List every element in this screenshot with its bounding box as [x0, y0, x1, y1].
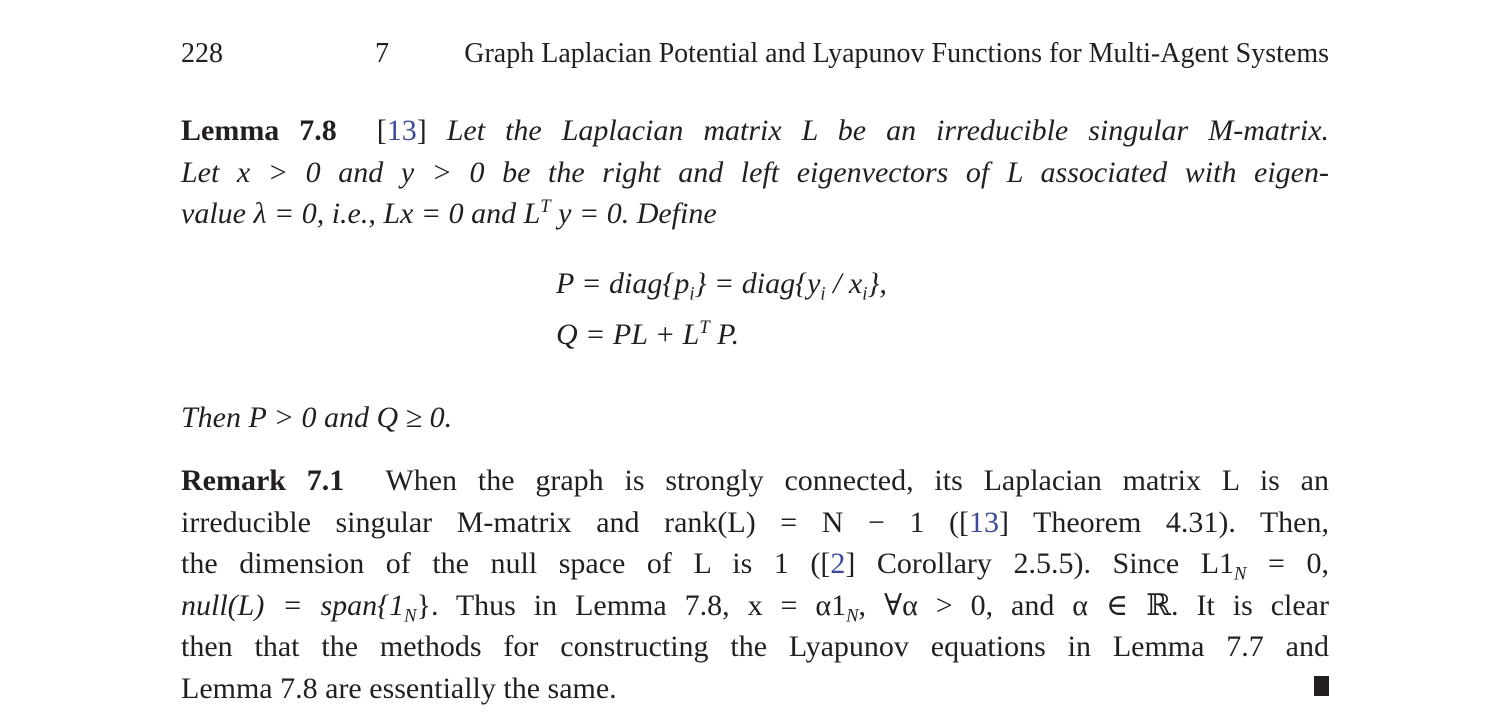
- equation-p: $P = diag\{p_i\}$ = $diag\{y_i / x_i\}$,: [556, 267, 887, 305]
- remark-line-6: Lemma 7.8 are essentially the same.: [181, 672, 617, 705]
- remark-line-2: irreducible singular M-matrix and rank(L) = N − 1 ([13] Theorem 4.31). Then,: [181, 506, 1329, 539]
- lemma-line-2: Let x > 0 and y > 0 be the right and left eigenvectors of L associated with eigen-: [181, 156, 1329, 189]
- remark-line-3: the dimension of the null space of L is 1 ([2] Corollary 2.5.5). Since $L1_N = 0$,: [181, 547, 1329, 585]
- lemma-conclusion: Then P > 0 and Q ≥ 0.: [181, 401, 453, 434]
- lemma-label: Lemma 7.8: [181, 114, 337, 147]
- chapter-title: Graph Laplacian Potential and Lyapunov Functions for Multi-Agent Systems: [464, 38, 1329, 69]
- lemma-citation[interactable]: [13]: [376, 114, 427, 147]
- citation-2-link[interactable]: 2: [830, 547, 846, 580]
- lemma-line-3: value λ = 0, i.e., Lx = 0 and $L^T$ y = 0. Define: [181, 195, 717, 230]
- remark-line-5: then that the methods for constructing the Lyapunov equations in Lemma 7.7 and: [181, 630, 1329, 663]
- qed-square-icon: [1314, 676, 1329, 696]
- lemma-statement: Let the Laplacian matrix L be an irreducible singular M-matrix.: [446, 114, 1330, 147]
- page-number: 228: [181, 38, 223, 69]
- equation-q: Q = PL + $L^T$ P.: [556, 316, 740, 351]
- chapter-number: 7: [375, 38, 389, 69]
- remark-line-1: Remark 7.1 When the graph is strongly connected, its Laplacian matrix L is an: [181, 464, 1329, 497]
- remark-label: Remark 7.1: [181, 464, 345, 497]
- remark-line-4: null(L) = $span\{1_N\}$. Thus in Lemma 7.8, $x = \alpha 1_N$, ∀α > 0, and α ∈ ℝ. It is clear: [181, 589, 1329, 627]
- citation-13-link[interactable]: 13: [969, 506, 999, 539]
- lemma-line-1: [181, 116, 1329, 146]
